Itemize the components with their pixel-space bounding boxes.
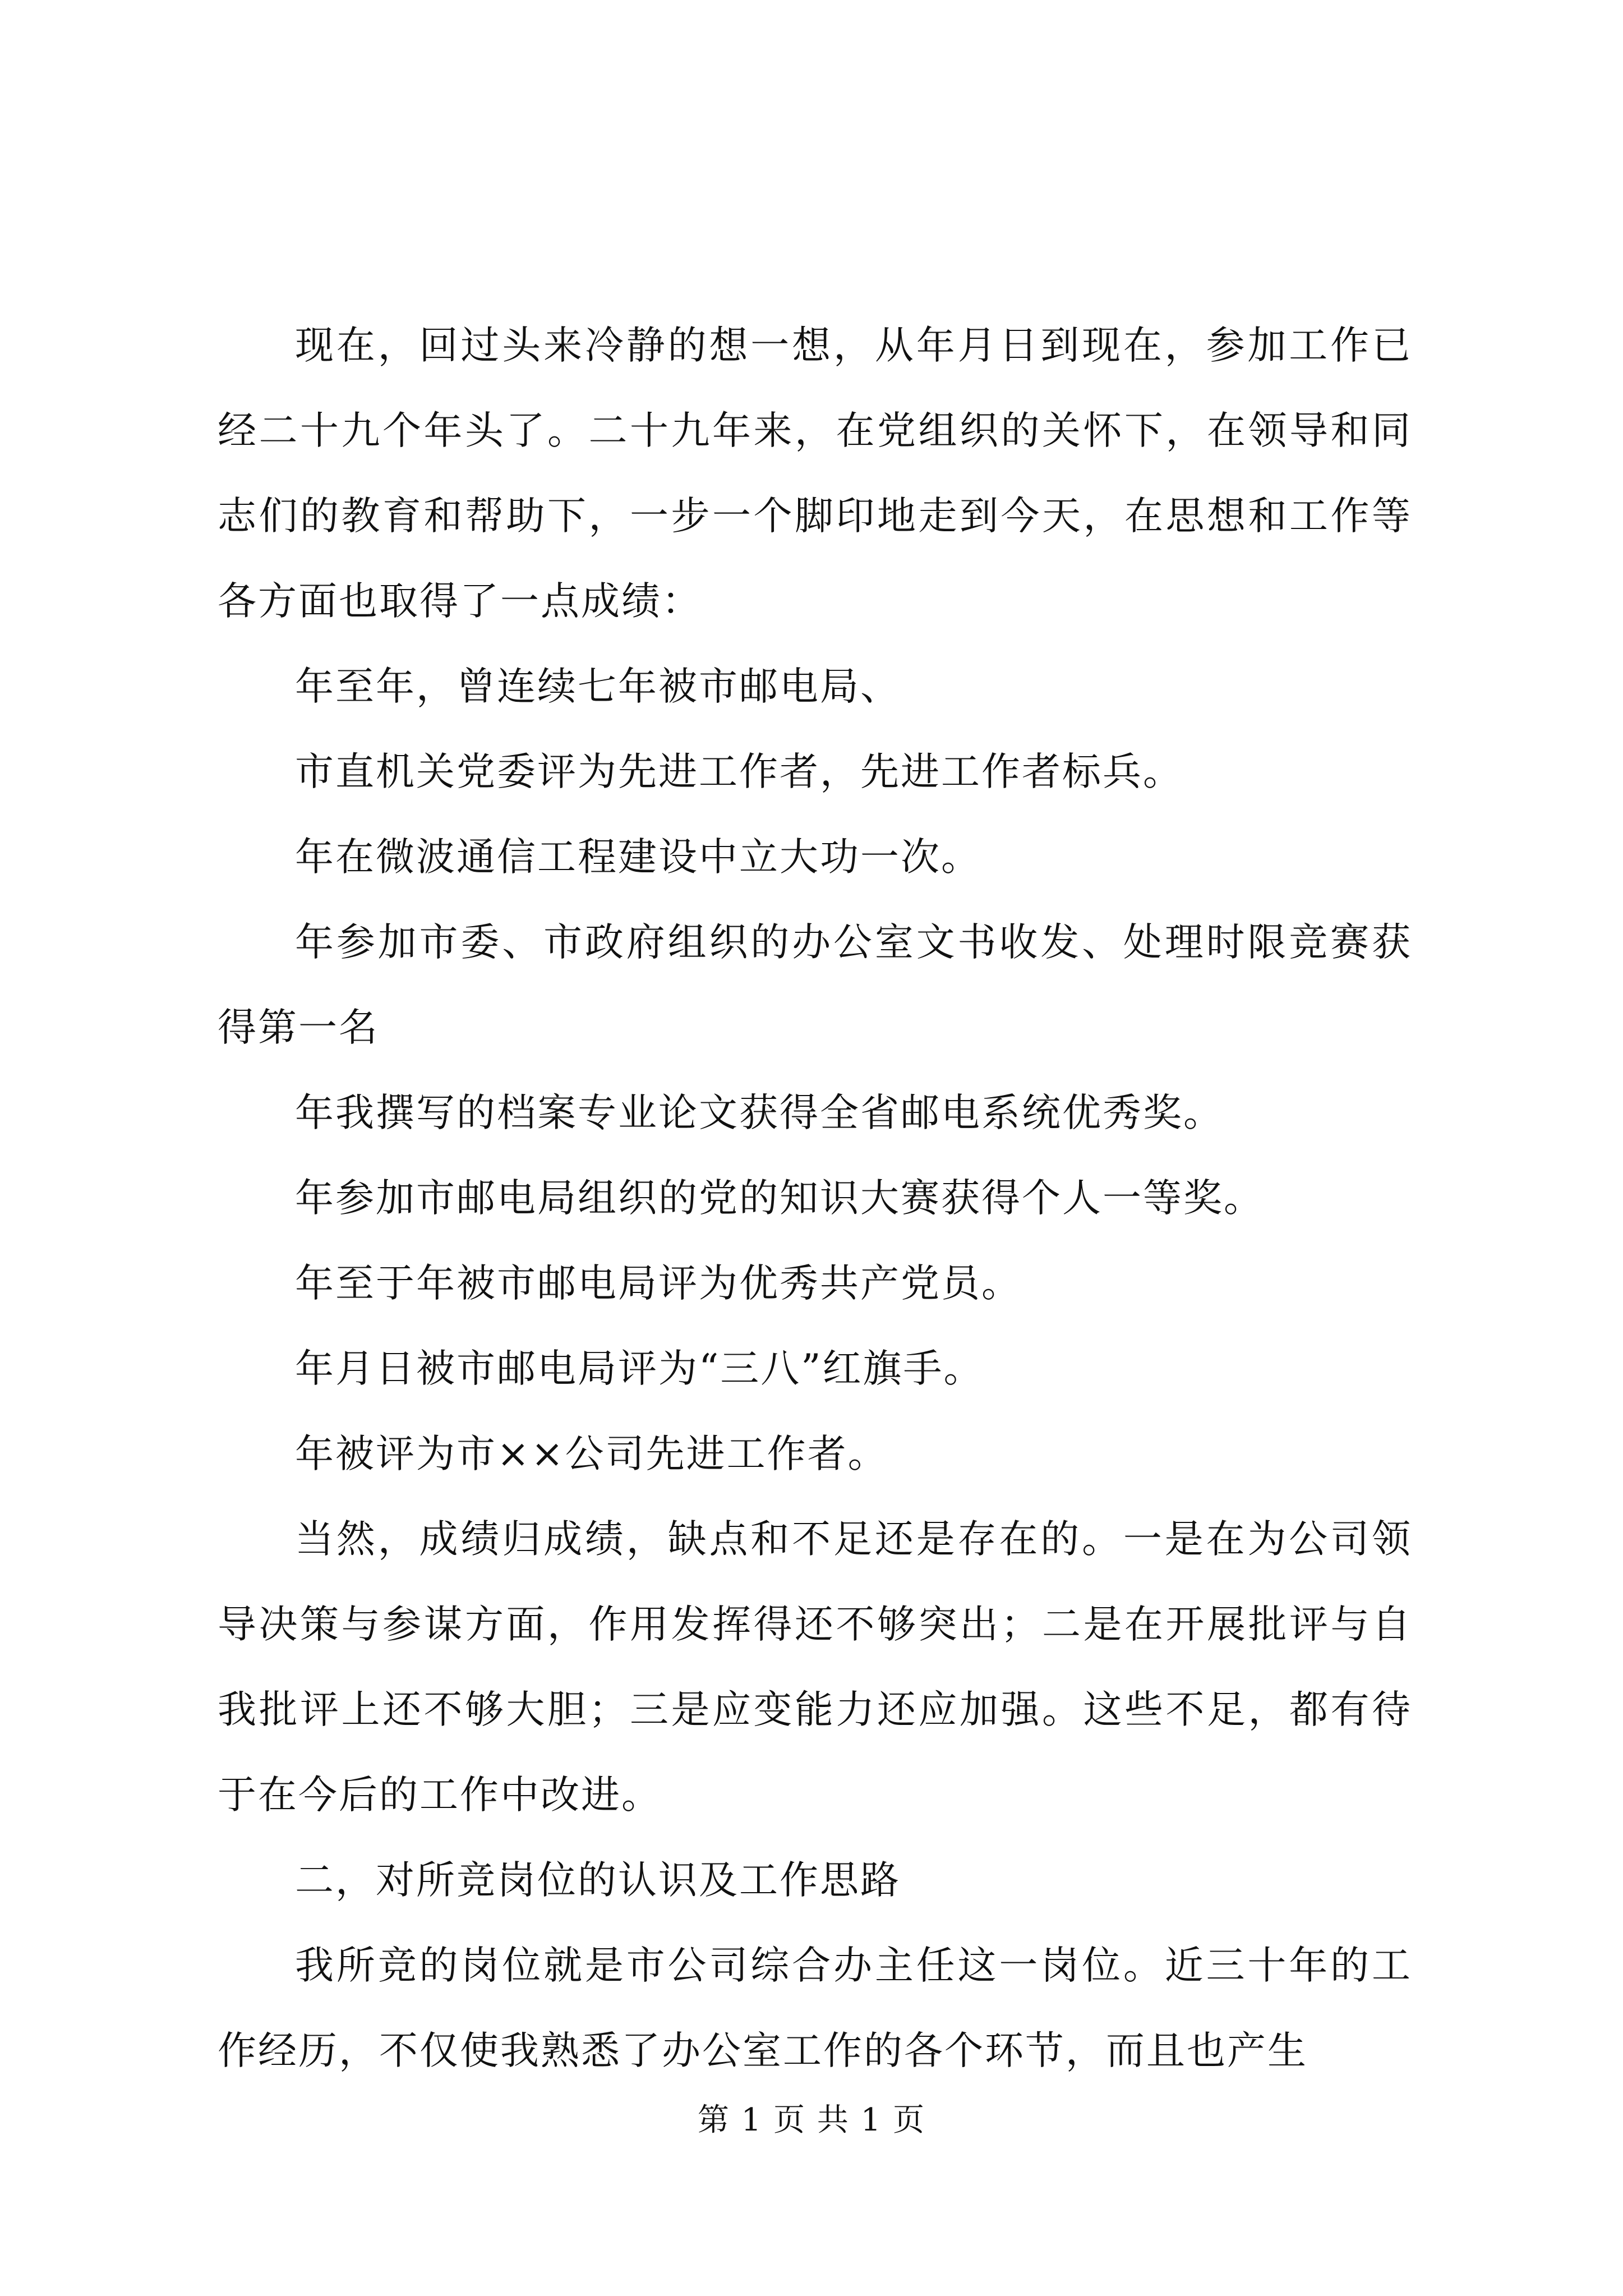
paragraph-award-3: 年在微波通信工程建设中立大功一次。	[295, 835, 981, 880]
paragraph-award-2: 市直机关党委评为先进工作者，先进工作者标兵。	[295, 749, 1183, 794]
paragraph-award-7: 年至于年被市邮电局评为优秀共产党员。	[295, 1261, 1022, 1306]
paragraph-award-5: 年我撰写的档案专业论文获得全省邮电系统优秀奖。	[295, 1091, 1224, 1135]
paragraph-award-9: 年被评为市××公司先进工作者。	[295, 1432, 888, 1476]
paragraph-achievements-intro: 现在，回过头来冷静的想一想，从年月日到现在，参加工作已经二十九个年头了。二十九年来，在党组织的关怀下，在领导和同志们的教育和帮助下，一步一个脚印地走到今天，在思想和工作等各方面也取得了一点成绩：	[218, 323, 1412, 624]
paragraph-award-4: 年参加市委、市政府组织的办公室文书收发、处理时限竞赛获得第一名	[218, 920, 1412, 1050]
paragraph-shortcomings: 当然，成绩归成绩，缺点和不足还是存在的。一是在为公司领导决策与参谋方面，作用发挥得还不够突出；二是在开展批评与自我批评上还不够大胆；三是应变能力还应加强。这些不足，都有待于在今后的工作中改进。	[218, 1517, 1412, 1818]
paragraph-award-6: 年参加市邮电局组织的党的知识大赛获得个人一等奖。	[295, 1176, 1264, 1221]
document-body	[218, 303, 1412, 2093]
paragraph-position-intro: 我所竞的岗位就是市公司综合办主任这一岗位。近三十年的工作经历，不仅使我熟悉了办公室工作的各个环节，而且也产生	[218, 1943, 1412, 2073]
paragraph-award-8: 年月日被市邮电局评为“三八”红旗手。	[295, 1346, 984, 1391]
paragraph-award-1: 年至年，曾连续七年被市邮电局、	[295, 664, 901, 709]
page-footer: 第 1 页 共 1 页	[697, 2102, 926, 2138]
section-heading-position: 二，对所竞岗位的认识及工作思路	[295, 1858, 901, 1903]
